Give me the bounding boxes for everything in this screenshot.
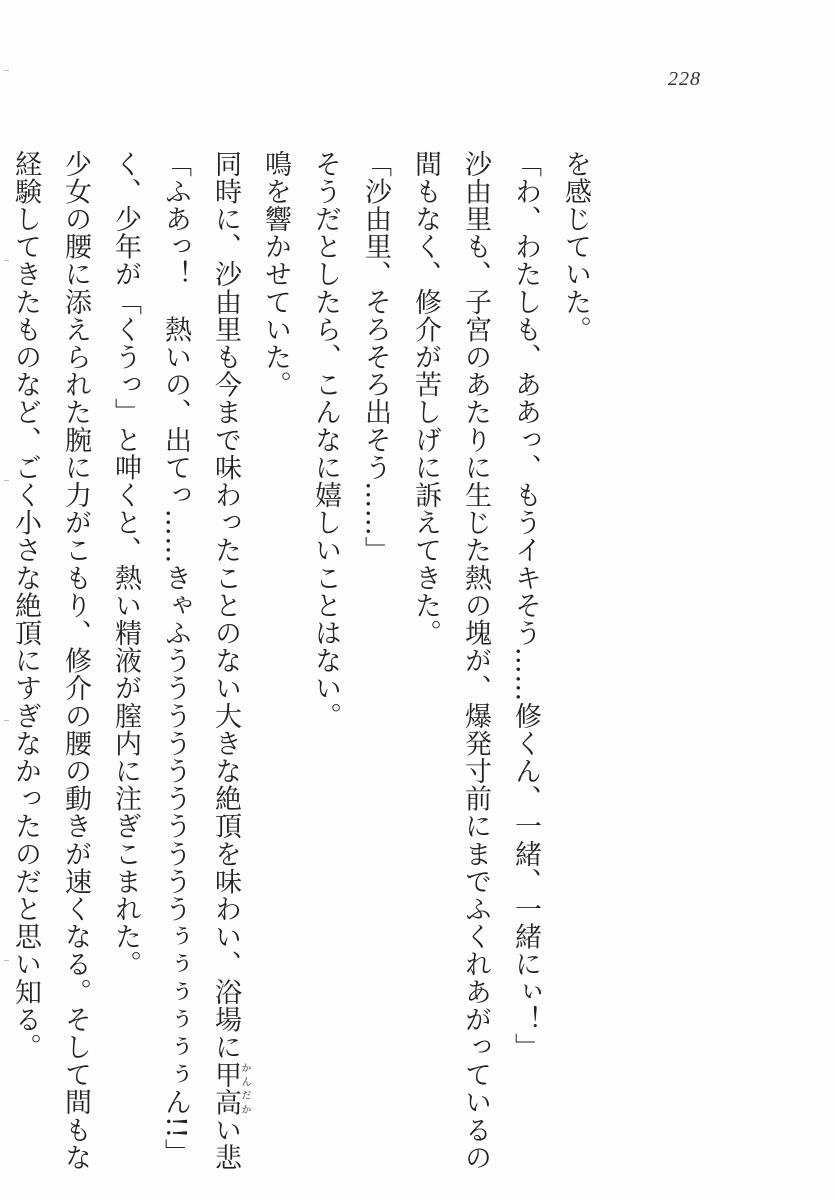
text-line: 「わ、わたしも、ああっ、もうイキそう……修くん、一緒、一緒にぃ！」 [510,150,541,1061]
text-line-with-ruby [200,150,250,1172]
text-line: そうだとしたら、こんなに嬉しいことはない。 [310,150,341,730]
text-segment: い悲 [210,1116,241,1172]
ruby-base: 甲高 [210,1060,241,1117]
text-line: く、少年が「くうっ」と呻くと、熱い精液が膣内に注ぎこまれた。 [110,150,141,978]
scan-edge-mark [4,70,9,71]
text-line: 経験してきたものなど、ごく小さな絶頂にすぎなかったのだと思い知る。 [10,150,41,1061]
text-segment: 同時に、沙由里も今まで味わったことのない大きな絶頂を味わい、浴場に [210,150,241,1061]
page-number: 228 [668,68,701,90]
ruby-reading: かんだか [239,1060,250,1116]
text-line: 間もなく、修介が苦しげに訴えてきた。 [410,150,441,647]
text-line: 鳴を響かせていた。 [260,150,291,399]
text-line: 「ふあっ！ 熱いの、出てっ……きゃふううううううううううぅぅぅぅぅぅん!!」 [160,150,191,1167]
text-line: 沙由里も、子宮のあたりに生じた熱の塊が、爆発寸前にまでふくれあがっているの [460,150,491,1172]
scan-edge-mark [4,720,9,721]
text-line: 「沙由里、そろそろ出そう……」 [360,150,391,564]
scan-edge-mark [4,480,9,481]
text-line: 少女の腰に添えられた腕に力がこもり、修介の腰の動きが速くなる。そして間もな [60,150,91,1172]
vertical-text-body [10,150,600,1172]
scan-edge-mark [4,260,9,261]
scan-edge-mark [4,960,9,961]
text-line: を感じていた。 [560,150,591,344]
ruby-annotation [210,1060,250,1117]
